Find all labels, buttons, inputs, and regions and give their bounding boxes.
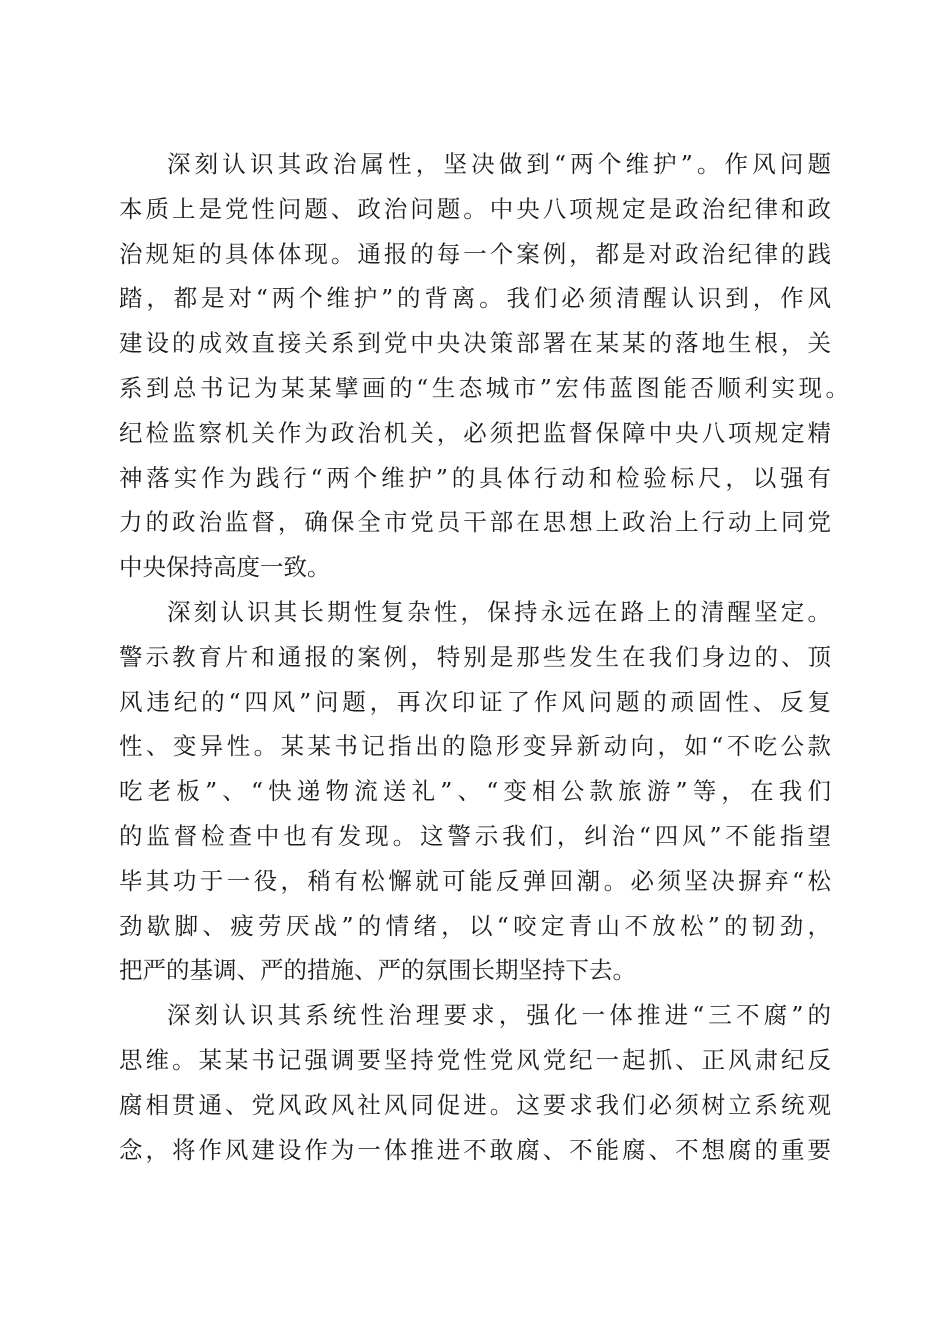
paragraph-line: 中央保持高度一致。 — [119, 553, 331, 582]
paragraph-line: 毕其功于一役，稍有松懈就可能反弹回潮。必须坚决摒弃“松 — [119, 866, 831, 895]
paragraph-line: 风违纪的“四风”问题，再次印证了作风问题的顽固性、反复 — [119, 687, 831, 716]
paragraph-line: 性、变异性。某某书记指出的隐形变异新动向，如“不吃公款 — [119, 732, 831, 761]
paragraph-line: 思维。某某书记强调要坚持党性党风党纪一起抓、正风肃纪反 — [119, 1045, 831, 1074]
paragraph-line: 劲歇脚、疲劳厌战”的情绪，以“咬定青山不放松”的韧劲， — [119, 911, 831, 940]
paragraph-line: 神落实作为践行“两个维护”的具体行动和检验标尺，以强有 — [119, 463, 831, 492]
paragraph-line: 纪检监察机关作为政治机关，必须把监督保障中央八项规定精 — [119, 418, 831, 447]
paragraph-line: 深刻认识其长期性复杂性，保持永远在路上的清醒坚定。 — [167, 597, 831, 626]
paragraph-line: 的监督检查中也有发现。这警示我们，纠治“四风”不能指望 — [119, 821, 831, 850]
paragraph-line: 念，将作风建设作为一体推进不敢腐、不能腐、不想腐的重要 — [119, 1135, 831, 1164]
paragraph-political-attribute — [119, 142, 849, 590]
paragraph-line: 把严的基调、严的措施、严的氛围长期坚持下去。 — [119, 956, 636, 985]
paragraph-line: 深刻认识其系统性治理要求，强化一体推进“三不腐”的 — [167, 1001, 831, 1030]
paragraph-systematic-governance — [119, 993, 831, 1172]
paragraph-line: 本质上是党性问题、政治问题。中央八项规定是政治纪律和政 — [119, 194, 831, 223]
paragraph-line: 建设的成效直接关系到党中央决策部署在某某的落地生根，关 — [119, 329, 831, 358]
paragraph-line: 深刻认识其政治属性，坚决做到“两个维护”。作风问题 — [167, 150, 831, 178]
paragraph-line: 治规矩的具体体现。通报的每一个案例，都是对政治纪律的践 — [119, 239, 831, 268]
paragraph-line: 腐相贯通、党风政风社风同促进。这要求我们必须树立系统观 — [119, 1090, 831, 1119]
paragraph-line: 系到总书记为某某擘画的“生态城市”宏伟蓝图能否顺利实现。 — [119, 373, 849, 402]
paragraph-line: 吃老板”、“快递物流送礼”、“变相公款旅游”等，在我们 — [119, 777, 831, 806]
paragraph-line: 警示教育片和通报的案例，特别是那些发生在我们身边的、顶 — [119, 642, 831, 671]
document-body — [119, 142, 849, 1172]
paragraph-line: 力的政治监督，确保全市党员干部在思想上政治上行动上同党 — [119, 508, 831, 537]
paragraph-line: 踏，都是对“两个维护”的背离。我们必须清醒认识到，作风 — [119, 284, 831, 313]
paragraph-long-term-complexity — [119, 590, 831, 993]
